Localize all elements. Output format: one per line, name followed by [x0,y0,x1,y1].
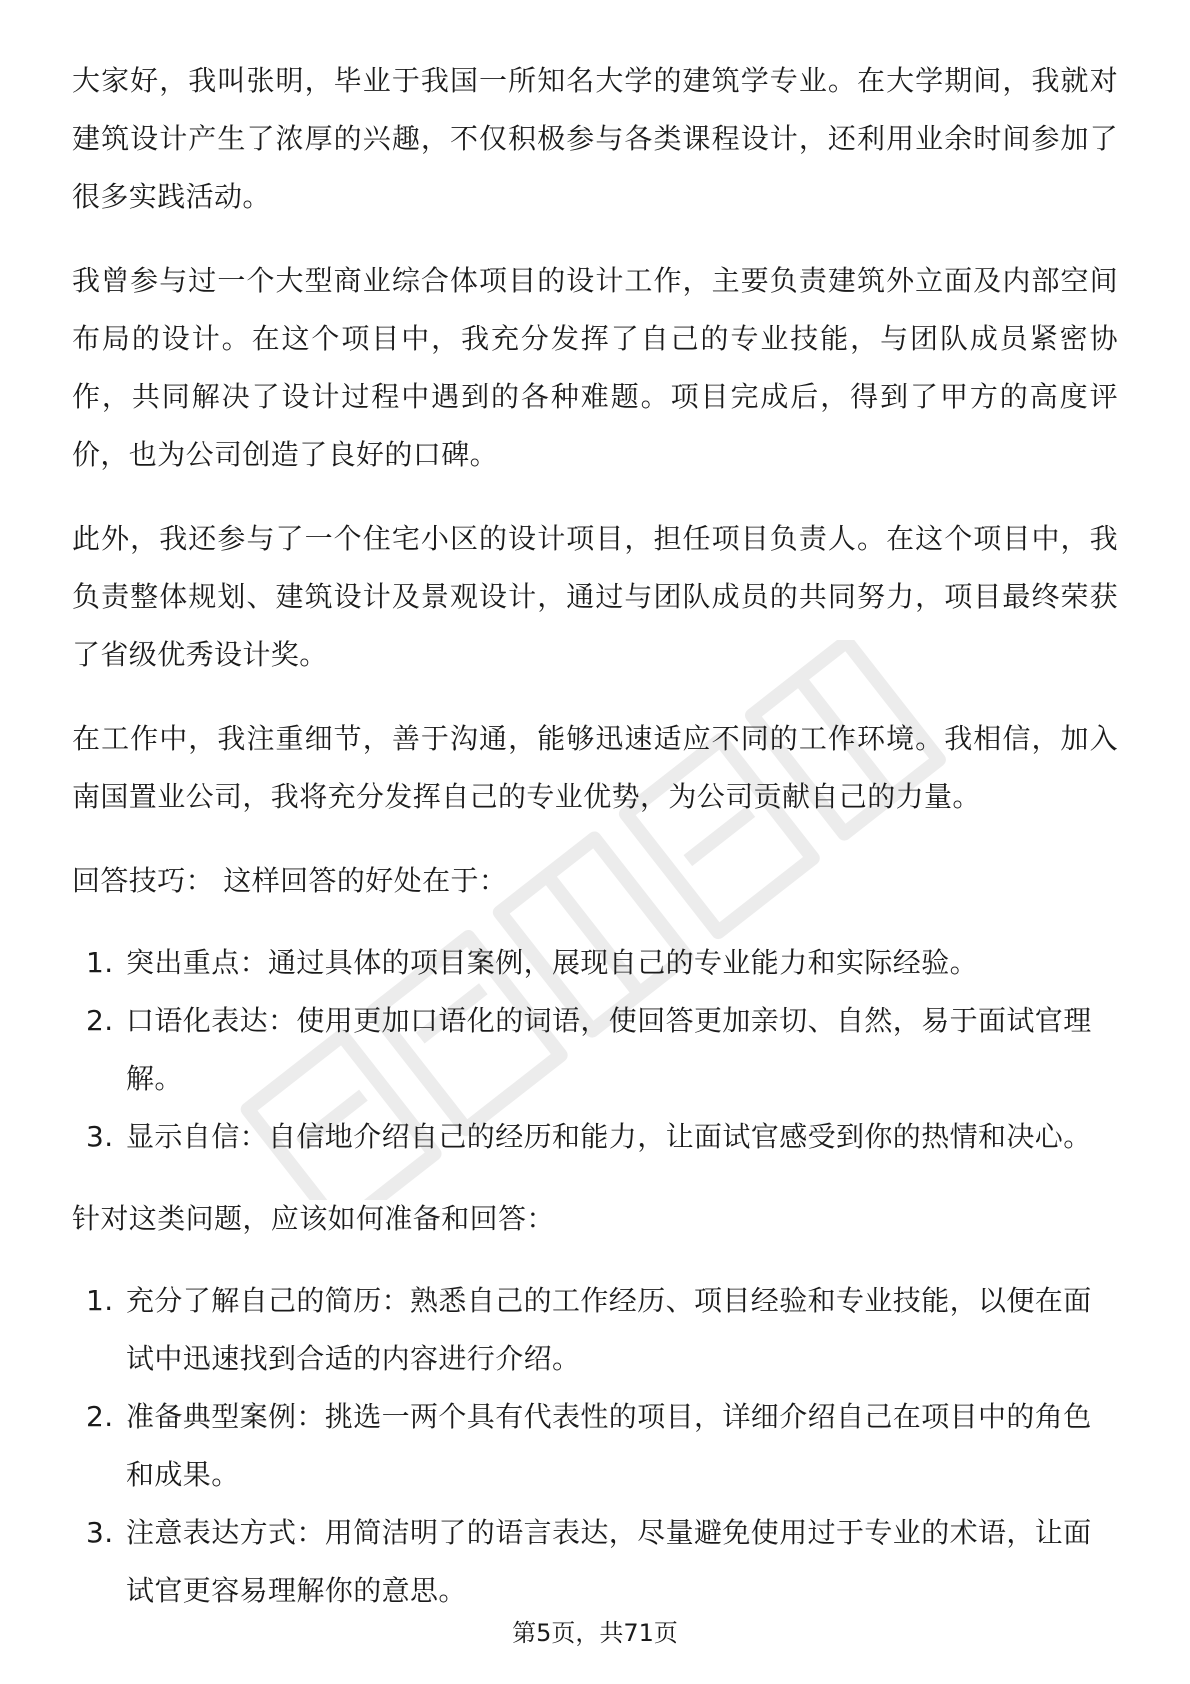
list-number: 1. [86,1284,114,1317]
list-number: 3. [86,1120,114,1153]
list-item-text: 突出重点：通过具体的项目案例，展现自己的专业能力和实际经验。 [126,946,979,979]
list-number: 3. [86,1516,114,1549]
prepare-list [72,1272,1118,1620]
list-number: 1. [86,946,114,979]
paragraph-intro: 大家好，我叫张明，毕业于我国一所知名大学的建筑学专业。在大学期间，我就对建筑设计产生了浓厚的兴趣，不仅积极参与各类课程设计，还利用业余时间参加了很多实践活动。 [72,64,1118,213]
list-item-text: 注意表达方式：用简洁明了的语言表达，尽量避免使用过于专业的术语，让面试官更容易理解你的意思。 [126,1516,1092,1607]
paragraph-commercial-project: 我曾参与过一个大型商业综合体项目的设计工作，主要负责建筑外立面及内部空间布局的设计。在这个项目中，我充分发挥了自己的专业技能，与团队成员紧密协作，共同解决了设计过程中遇到的各种难题。项目完成后，得到了甲方的高度评价，也为公司创造了良好的口碑。 [72,264,1118,471]
tips-list [72,934,1118,1166]
list-item [72,992,1118,1108]
page-number-footer: 第5页，共71页 [512,1619,678,1647]
tips-heading: 回答技巧： 这样回答的好处在于： [72,864,508,897]
list-number: 2. [86,1400,114,1433]
list-item-text: 准备典型案例：挑选一两个具有代表性的项目，详细介绍自己在项目中的角色和成果。 [126,1400,1092,1491]
paragraph-residential-project: 此外，我还参与了一个住宅小区的设计项目，担任项目负责人。在这个项目中，我负责整体规划、建筑设计及景观设计，通过与团队成员的共同努力，项目最终荣获了省级优秀设计奖。 [72,522,1118,671]
list-item [72,1388,1118,1504]
list-item-text: 口语化表达：使用更加口语化的词语，使回答更加亲切、自然，易于面试官理解。 [126,1004,1092,1095]
list-item [72,934,1118,992]
list-item [72,1108,1118,1166]
list-item [72,1272,1118,1388]
paragraph-work-attitude: 在工作中，我注重细节，善于沟通，能够迅速适应不同的工作环境。我相信，加入南国置业公司，我将充分发挥自己的专业优势，为公司贡献自己的力量。 [72,722,1118,813]
list-item [72,1504,1118,1620]
list-item-text: 显示自信：自信地介绍自己的经历和能力，让面试官感受到你的热情和决心。 [126,1120,1092,1153]
list-number: 2. [86,1004,114,1037]
document-page [72,52,1118,1644]
list-item-text: 充分了解自己的简历：熟悉自己的工作经历、项目经验和专业技能，以便在面试中迅速找到合适的内容进行介绍。 [126,1284,1092,1375]
prepare-heading: 针对这类问题，应该如何准备和回答： [72,1202,555,1235]
